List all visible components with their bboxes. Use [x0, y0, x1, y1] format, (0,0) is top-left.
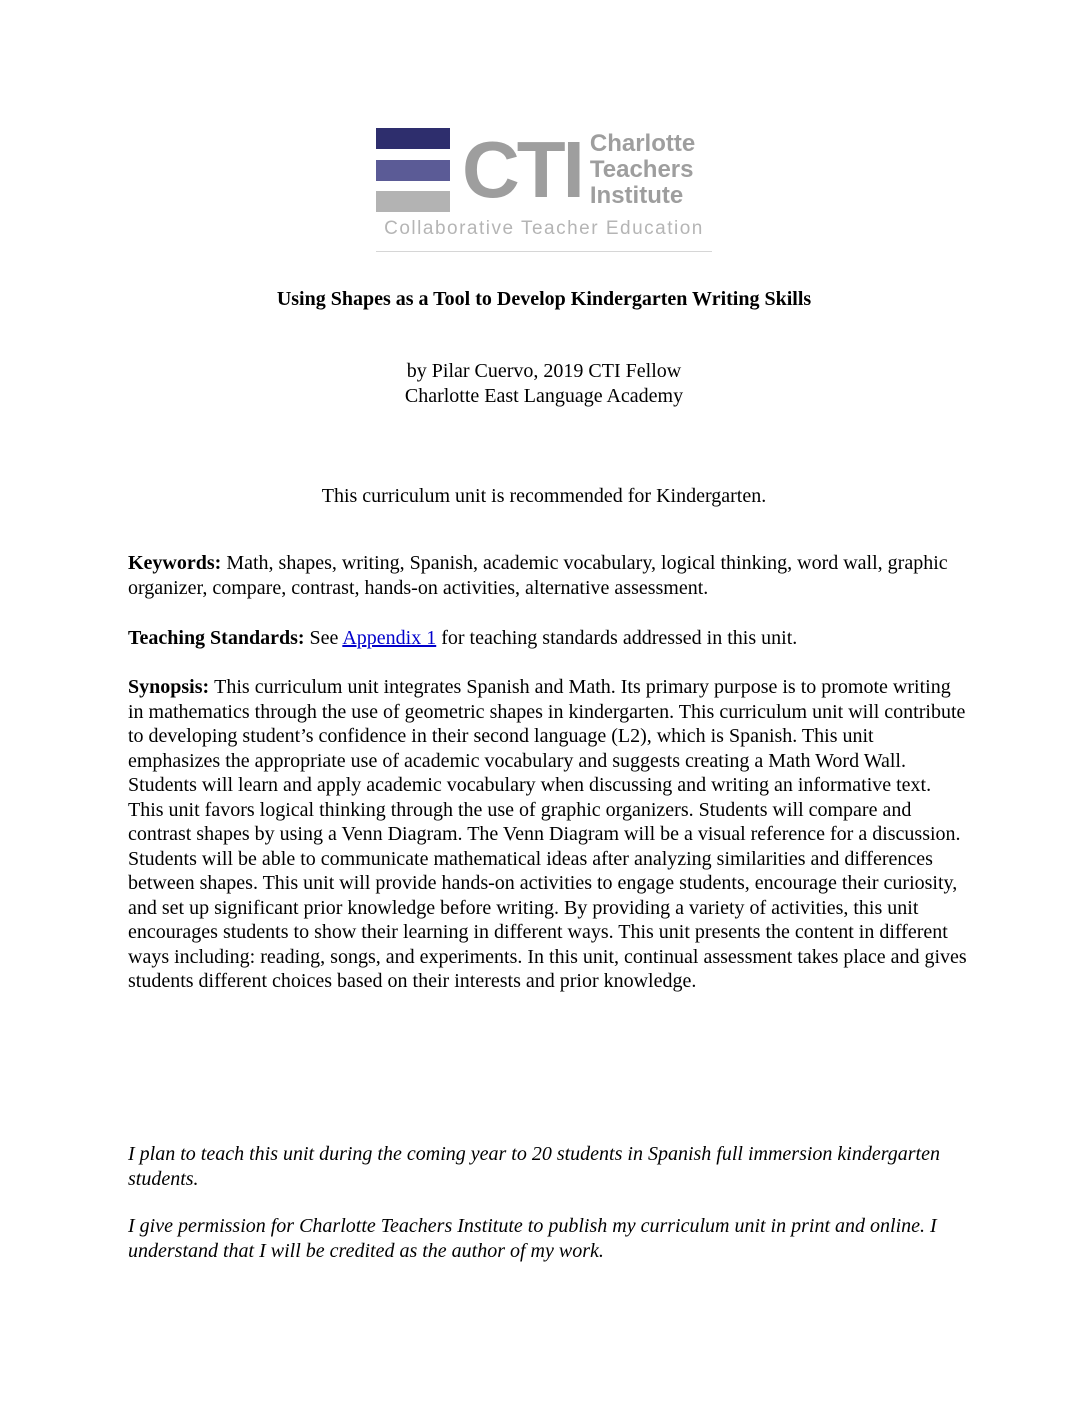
keywords-paragraph: [128, 551, 970, 600]
logo-bars-icon: [376, 128, 450, 212]
teaching-standards-suffix: for teaching standards addressed in this unit.: [436, 627, 798, 649]
teaching-standards-prefix: See: [304, 627, 343, 649]
logo-acronym: CTI: [462, 125, 582, 214]
cti-logo-main: [376, 125, 712, 214]
byline: [0, 359, 1088, 409]
synopsis-paragraph: [128, 675, 970, 994]
byline-school: Charlotte East Language Academy: [404, 385, 684, 407]
document-title: Using Shapes as a Tool to Develop Kindergarten Writing Skills: [276, 288, 812, 310]
logo-org-name-line1: Charlotte: [589, 130, 696, 157]
keywords-label: Keywords:: [128, 552, 222, 574]
logo-org-name-line3: Institute: [589, 182, 684, 209]
byline-author: by Pilar Cuervo, 2019 CTI Fellow: [406, 360, 682, 382]
appendix-1-link[interactable]: Appendix 1: [342, 627, 437, 649]
logo-bar-top: [376, 128, 450, 149]
logo-tagline: Collaborative Teacher Education: [376, 217, 712, 252]
synopsis-text: This curriculum unit integrates Spanish and Math. Its primary purpose is to promote writing in mathematics through the use of geometric shapes in kindergarten. This curriculum unit will contribute to developing student’s confidence in their second language (L2), which is Spanish. This unit emphasizes the appropriate use of academic vocabulary and suggests creating a Math Word Wall. Students will learn and apply academic vocabulary when discussing and writing an informative text. This unit favors logical thinking through the use of graphic organizers. Students will compare and contrast shapes by using a Venn Diagram. The Venn Diagram will be a visual reference for a discussion. Students will be able to communicate mathematical ideas after analyzing similarities and differences between shapes. This unit will provide hands-on activities to engage students, encourage their curiosity, and set up significant prior knowledge before writing. By providing a variety of activities, this unit encourages students to show their learning in different ways. This unit presents the content in different ways including: reading, songs, and experiments. In this unit, continual assessment takes place and gives students different choices based on their interests and prior knowledge.: [128, 676, 967, 992]
logo-org-name: [590, 131, 695, 209]
logo-org-name-line2: Teachers: [589, 156, 694, 183]
teaching-standards-paragraph: [128, 626, 970, 651]
logo-bar-middle: [376, 160, 450, 181]
recommendation-text: This curriculum unit is recommended for Kindergarten.: [321, 485, 767, 507]
keywords-text: Math, shapes, writing, Spanish, academic vocabulary, logical thinking, word wall, graphic organizer, compare, contrast, hands-on activities, alternative assessment.: [128, 552, 948, 599]
cti-logo: [376, 125, 712, 252]
statement-teaching-plan: I plan to teach this unit during the coming year to 20 students in Spanish full immersion kindergarten students.: [128, 1143, 940, 1190]
statement-publish-permission: I give permission for Charlotte Teachers Institute to publish my curriculum unit in print and online. I understand that I will be credited as the author of my work.: [128, 1215, 937, 1262]
logo-bar-bottom: [376, 191, 450, 212]
teaching-standards-label: Teaching Standards:: [128, 627, 305, 649]
synopsis-label: Synopsis:: [128, 676, 210, 698]
